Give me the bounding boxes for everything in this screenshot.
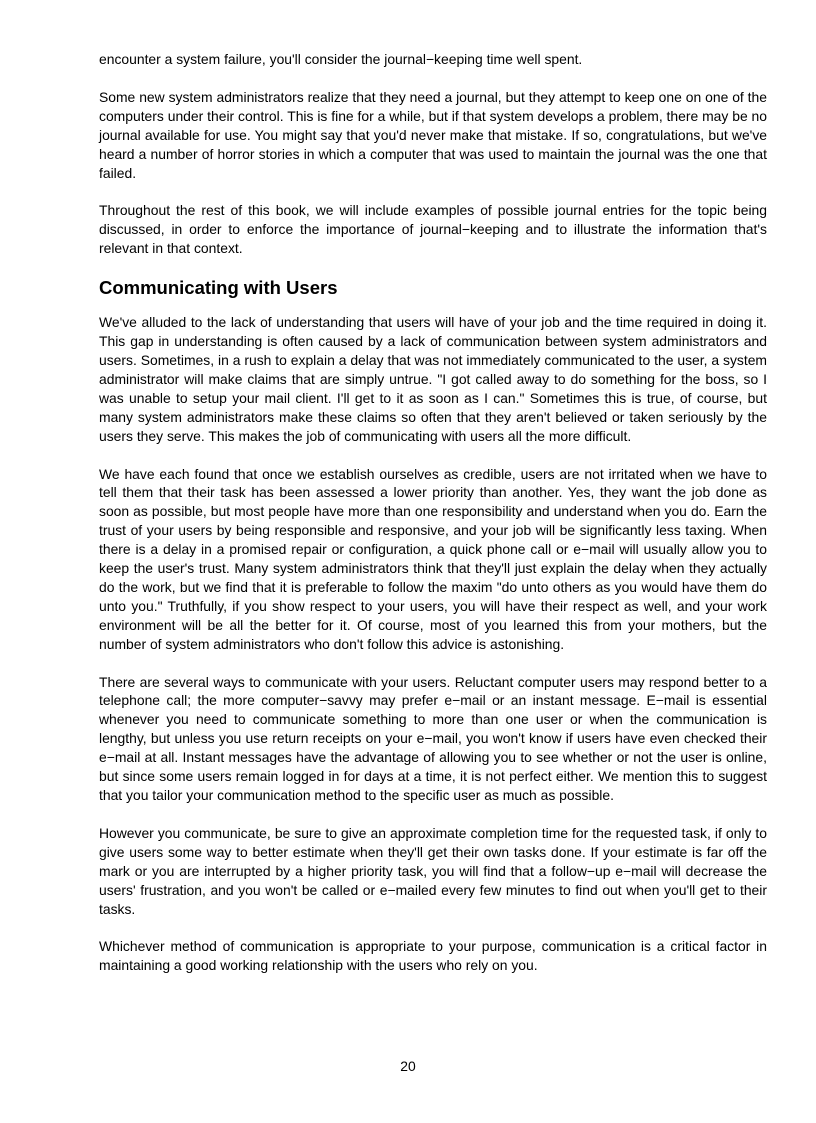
page-number: 20: [400, 1058, 416, 1074]
paragraph-section-5: Whichever method of communication is appropriate to your purpose, communication is a critical factor in maintaining a good working relationship with the users who rely on you.: [99, 938, 767, 974]
paragraph-section-2: We have each found that once we establish ourselves as credible, users are not irritated when we have to tell them that their task has been assessed a lower priority than another. Yes, they want the job done as soon as possible, but most people have more than one responsibility and understand when you do. Earn the trust of your users by being responsible and responsive, and your job will be significantly less taxing. When there is a delay in a promised repair or configuration, a quick phone call or e−mail will usually allow you to keep the user's trust. Many system administrators think that they'll just explain the delay when they actually do the work, but we find that it is preferable to follow the maxim "do unto others as you would have them do unto you." Truthfully, if you show respect to your users, you will have their respect as well, and your work environment will be all the better for it. Of course, most of you learned this from your mothers, but the number of system administrators who don't follow this advice is astonishing.: [99, 465, 767, 652]
section-heading: Communicating with Users: [99, 277, 338, 299]
paragraph-intro-2: Some new system administrators realize that they need a journal, but they attempt to keep one on one of the computers under their control. This is fine for a while, but if that system develops a problem, there may be no journal available for use. You might say that you'd never make that mistake. If so, congratulations, but we've heard a number of horror stories in which a computer that was used to maintain the journal was the one that failed.: [99, 88, 767, 181]
paragraph-section-3: There are several ways to communicate with your users. Reluctant computer users may respond better to a telephone call; the more computer−savvy may prefer e−mail or an instant message. E−mail is essential whenever you need to communicate something to more than one user or when the communication is lengthy, but unless you use return receipts on your e−mail, you won't know if users have even checked their e−mail at all. Instant messages have the advantage of allowing you to see whether or not the user is online, but since some users remain logged in for days at a time, it is not perfect either. We mention this to suggest that you tailor your communication method to the specific user as much as possible.: [99, 673, 767, 803]
paragraph-section-4: However you communicate, be sure to give an approximate completion time for the requested task, if only to give users some way to better estimate when they'll get their own tasks done. If your estimate is far off the mark or you are interrupted by a higher priority task, you will find that a follow−up e−mail will decrease the users' frustration, and you won't be called or e−mailed every few minutes to find out when you'll get to their tasks.: [99, 824, 767, 917]
paragraph-intro-3: Throughout the rest of this book, we will include examples of possible journal entries for the topic being discussed, in order to enforce the importance of journal−keeping and to illustrate the information that's relevant in that context.: [99, 202, 767, 257]
paragraph-section-1: We've alluded to the lack of understanding that users will have of your job and the time required in doing it. This gap in understanding is often caused by a lack of communication between system administrators and users. Sometimes, in a rush to explain a delay that was not immediately communicated to the user, a system administrator will make claims that are simply untrue. "I got called away to do something for the boss, so I was unable to setup your mail client. I'll get to it as soon as I can." Sometimes this is true, of course, but many system administrators make these claims so often that they aren't believed or taken seriously by the users they serve. This makes the job of communicating with users all the more difficult.: [99, 314, 767, 444]
paragraph-intro-1: encounter a system failure, you'll consider the journal−keeping time well spent.: [99, 51, 583, 67]
document-page: [99, 50, 767, 994]
